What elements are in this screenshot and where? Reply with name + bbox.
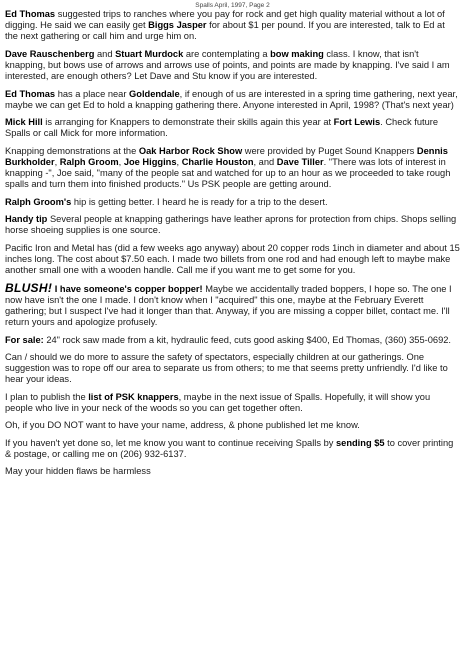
paragraph-continue-receiving: [5, 438, 460, 460]
bold-text: Ralph Groom: [59, 156, 119, 167]
paragraph-oak-harbor: [5, 146, 460, 191]
paragraph-fort-lewis: [5, 117, 460, 139]
paragraph-do-not-publish: [5, 420, 460, 431]
body-text: May your hidden flaws be harmless: [5, 466, 151, 477]
bold-text: BLUSH!: [5, 280, 53, 295]
bold-text: bow making: [270, 48, 324, 59]
paragraph-copper-rods: [5, 243, 460, 277]
body-text: , and: [253, 156, 277, 167]
article-body: [5, 9, 460, 478]
body-text: Pacific Iron and Metal has (did a few weeks ago anyway) about 20 copper rods 1inch in diameter and about 15 inches long. The cost about $7.50 each. I made two billets from one rod and had enough left to maybe make another small one with a wooden handle. Call me if you want me to get some for you.: [5, 242, 460, 276]
body-text: were provided by Puget Sound Knappers: [242, 145, 417, 156]
paragraph-safety: [5, 352, 460, 386]
bold-text: Fort Lewis: [333, 117, 381, 128]
body-text: has a place near: [55, 88, 130, 99]
body-text: ,: [118, 156, 124, 167]
bold-text: Mick Hill: [5, 117, 43, 128]
bold-text: Ed Thomas: [5, 88, 56, 99]
bold-text: Stuart Murdock: [115, 48, 184, 59]
body-text: class. I know, that isn't knapping, but bows use of arrows and arrows use of points, and points are made by knapping. I've said I am interested, are enough others? Let Dave and Stu know if you are interested.: [5, 48, 450, 82]
bold-text: sending $5: [335, 437, 385, 448]
paragraph-closing: [5, 466, 460, 477]
bold-text: Ed Thomas: [5, 9, 56, 19]
body-text: is arranging for Knappers to demonstrate their skills again this year at: [42, 117, 334, 128]
body-text: to cover printing & postage, or calling me on (206) 932-6137.: [5, 437, 454, 459]
bold-text: Ralph Groom's: [5, 196, 72, 207]
body-text: , maybe in the next issue of Spalls. Hopefully, it will show you people who live in your neck of the woods so you can get together often.: [5, 391, 431, 413]
bold-text: I have someone's copper bopper!: [54, 283, 203, 294]
paragraph-for-sale: [5, 335, 460, 346]
body-text: Oh, if you DO NOT want to have your name, address, & phone published let me know.: [5, 420, 360, 431]
bold-text: Dave Tiller: [276, 156, 324, 167]
paragraph-handy-tip: [5, 214, 460, 236]
paragraph-goldendale: [5, 89, 460, 111]
bold-text: Biggs Jasper: [148, 20, 207, 31]
body-text: hip is getting better. I heard he is ready for a trip to the desert.: [71, 196, 328, 207]
body-text: 24" rock saw made from a kit, hydraulic feed, cuts good asking $400, Ed Thomas, (360) 355-0692.: [43, 334, 451, 345]
page-header: Spalls April, 1997, Page 2: [195, 2, 270, 9]
body-text: . Check future Spalls or call Mick for more information.: [5, 117, 439, 139]
body-text: suggested trips to ranches where you pay for rock and get high quality material without a lot of digging. He said we can easily get: [5, 9, 445, 31]
bold-text: Joe Higgins: [123, 156, 177, 167]
paragraph-list-knappers: [5, 392, 460, 414]
bold-text: For sale:: [5, 334, 44, 345]
body-text: Maybe we accidentally traded boppers, I hope so. The one I now have isn't the one I made. I don't know when I "acquired" this one, maybe at the February Everett gathering; but I suspect I've had it longer than that. Anyway, if you are missing a copper billet, contact me. I'll return yours and apologize profusely.: [5, 283, 452, 328]
bold-text: Dennis Burkholder: [5, 145, 448, 167]
body-text: , if enough of us are interested in a spring time gathering, next year, maybe we can get Ed to hold a knapping gathering there. Anyone interested in April, 1998? (That's next year): [5, 88, 458, 110]
body-text: Can / should we do more to assure the safety of spectators, especially children at our gatherings. One suggestion was to rope off our area to separate us from others; to me that seems pretty unfriendly. I'd like to hear your ideas.: [5, 351, 448, 385]
bold-text: list of PSK knappers: [88, 391, 179, 402]
body-text: I plan to publish the: [5, 391, 89, 402]
bold-text: Dave Rauschenberg: [5, 48, 95, 59]
bold-text: Handy tip: [5, 214, 48, 225]
body-text: ,: [176, 156, 182, 167]
paragraph-ralph-hip: [5, 197, 460, 208]
body-text: Several people at knapping gatherings have leather aprons for protection from chips. Shops selling horse shoeing supplies is one source.: [5, 214, 457, 236]
bold-text: Oak Harbor Rock Show: [138, 145, 243, 156]
body-text: If you haven't yet done so, let me know you want to continue receiving Spalls by: [5, 437, 336, 448]
bold-text: Goldendale: [129, 88, 180, 99]
body-text: Knapping demonstrations at the: [5, 145, 139, 156]
body-text: ,: [54, 156, 60, 167]
paragraph-ed-trips: [5, 9, 460, 43]
body-text: for about $1 per pound. If you are interested, talk to Ed at the next gathering or call him and urge him on.: [5, 20, 445, 42]
body-text: are contemplating a: [183, 48, 271, 59]
paragraph-blush: [5, 280, 460, 329]
paragraph-bow-making: [5, 49, 460, 83]
bold-text: Charlie Houston: [181, 156, 254, 167]
body-text: and: [94, 48, 116, 59]
body-text: . "There was lots of interest in knapping -", Joe said, "many of the people sat and watched for up to an hour as we proceeded to take rough spalls and turn them into finished products." Us PSK people are getting around.: [5, 156, 451, 190]
